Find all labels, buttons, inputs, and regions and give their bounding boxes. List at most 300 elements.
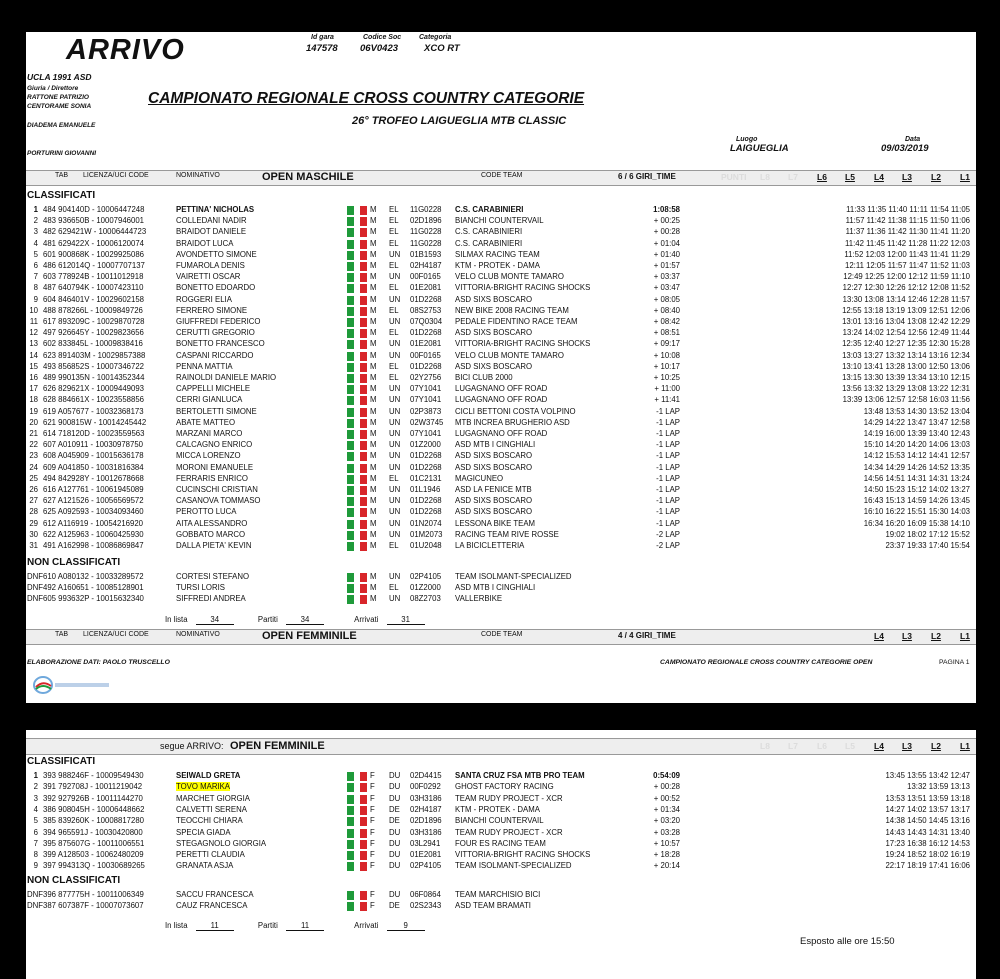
license-code: 486 612014Q - 10007707137 [43,261,145,270]
italy-flag-icon [347,497,367,506]
category: DE [389,901,400,911]
team-code: 03L2941 [410,838,441,848]
license-code: 395 875607G - 10011006551 [43,838,145,848]
lap-header: L4 [874,172,884,182]
partiti-value: 11 [286,921,324,931]
position: 5 [33,249,38,259]
license-code: 605 993632P - 10015632340 [43,594,144,604]
italy-flag-icon [347,464,367,473]
result-row [26,250,976,261]
result-row [26,407,976,418]
team-code: 01E2081 [410,339,442,349]
license-code: 397 994313Q - 10030689265 [43,861,145,871]
team-code: 02W3745 [410,417,444,427]
result-row [26,283,976,294]
finish-time: + 00:28 [653,227,680,237]
lap-splits: 23:37 19:33 17:40 15:54 [885,541,970,550]
lap-splits: 13:01 13:16 13:04 13:08 12:42 12:29 [842,317,970,326]
position: 21 [29,429,38,438]
col-code-team: CODE TEAM [481,631,523,638]
position: 11 [29,317,38,326]
italy-flag-icon [347,475,367,484]
sex: M [370,507,377,517]
license-code: 394 965591J - 10030420800 [43,827,143,837]
lap-splits: 13:53 13:51 13:59 13:18 [885,793,970,803]
section-classificati: CLASSIFICATI [27,190,96,201]
position: DNF [27,583,44,593]
italy-flag-icon [347,595,367,604]
giuria-label: Giuria / Direttore [27,85,79,92]
position: 7 [33,838,38,848]
category: UN [389,249,401,259]
category: DU [389,782,401,792]
italy-flag-icon [347,385,367,394]
position: 6 [33,261,38,270]
lap-splits: 12:55 13:18 13:19 13:09 12:51 12:06 [842,305,970,315]
italy-flag-icon [347,584,367,593]
col-licenza: LICENZA/UCI CODE [83,631,149,638]
team-name: KTM - PROTEK - DAMA [455,804,540,814]
position: 14 [29,350,38,360]
page-title: ARRIVO [66,34,185,66]
result-row [26,839,976,850]
result-row [26,317,976,328]
giri-time-f: 4 / 4 GIRI_TIME [618,631,676,640]
italy-flag-icon [347,318,367,327]
license-code: 612 A116919 - 10054216920 [43,518,144,528]
position: 3 [33,227,38,237]
result-row [26,519,976,530]
official-name-2: PORTURINI GIOVANNI [27,150,97,157]
license-code: 396 877775H - 10011006349 [43,890,144,899]
finish-time: -2 LAP [656,541,680,550]
team-name: SANTA CRUZ FSA MTB PRO TEAM [455,771,585,780]
license-code: 391 792708J - 10011219042 [43,782,143,792]
sex: M [370,518,377,528]
team-code: 01L1946 [410,485,441,494]
license-code: 619 A057677 - 10032368173 [43,406,144,416]
finish-time: + 10:17 [653,361,680,371]
sex: M [370,384,377,394]
sex: M [370,462,377,472]
sex: M [370,227,377,237]
license-code: 481 629422X - 10006120074 [43,238,145,248]
category: UN [389,317,401,326]
lap-splits: 14:29 14:22 13:47 13:47 12:58 [863,417,970,427]
lap-header: L1 [960,172,970,182]
team-code: 07Y1041 [410,429,442,438]
luogo-value: LAIGUEGLIA [730,143,789,154]
team-name: TEAM RUDY PROJECT - XCR [455,793,563,803]
license-code: 497 926645Y - 10029823656 [43,328,144,338]
sex: M [370,485,377,494]
team-code: 02P4105 [410,572,442,581]
results-page-2 [26,730,976,979]
lap-splits: 19:02 18:02 17:12 15:52 [885,529,970,539]
lap-splits: 11:33 11:35 11:40 11:11 11:54 11:05 [846,205,970,214]
team-code: 02D4415 [410,771,442,780]
position: 4 [33,804,38,814]
lap-header: L3 [902,172,912,182]
license-code: 604 846401V - 10029602158 [43,294,145,304]
team-code: 01E2081 [410,850,442,860]
category: DU [389,890,401,899]
category: UN [389,462,401,472]
italy-flag-icon [347,251,367,260]
category: DU [389,838,401,848]
athlete-name: DALLA PIETA' KEVIN [176,541,252,550]
result-row [26,384,976,395]
license-code: 608 A045909 - 10015636178 [43,451,144,461]
sex: M [370,451,377,461]
italy-flag-icon [347,419,367,428]
sex: F [370,861,375,871]
sex: F [370,782,375,792]
lap-splits: 13:30 13:08 13:14 12:46 12:28 11:57 [842,294,970,304]
italy-flag-icon [347,284,367,293]
italy-flag-icon [347,772,367,781]
lap-header: L2 [931,172,941,182]
finish-time: -1 LAP [656,417,680,427]
arrivati-label: Arrivati [354,921,379,930]
sex: M [370,496,377,506]
license-code: 601 900868K - 10029925086 [43,249,145,259]
team-name: LESSONA BIKE TEAM [455,518,536,528]
position: 23 [29,451,38,461]
athlete-name: RAINOLDI DANIELE MARIO [176,373,277,382]
giuria-name-2: CENTORAME SONIA [27,103,92,110]
lap-header: L8 [760,741,770,751]
codice-soc-label: Codice Soc [363,34,402,41]
athlete-name: CORTESI STEFANO [176,572,250,581]
finish-time: + 00:52 [653,793,680,803]
sex: M [370,529,377,539]
sex: M [370,429,377,438]
section-non-classificati: NON CLASSIFICATI [27,875,121,886]
position: 9 [33,861,38,871]
athlete-name: CALCAGNO ENRICO [176,440,253,450]
category: EL [389,328,399,338]
team-code: 06F0864 [410,890,441,899]
team-code: 11G0228 [410,227,442,237]
col-code-team: CODE TEAM [481,172,523,179]
athlete-name: GRANATA ASJA [176,861,234,871]
lap-splits: 11:37 11:36 11:42 11:30 11:41 11:20 [845,227,970,237]
result-row [26,295,976,306]
lap-splits: 13:39 13:06 12:57 12:58 16:03 11:56 [842,395,970,405]
lap-splits: 14:12 15:53 14:12 14:41 12:57 [863,451,970,461]
italy-flag-icon [347,573,367,582]
lap-splits: 13:32 13:59 13:13 [907,782,970,792]
italy-flag-icon [347,352,367,361]
col-licenza: LICENZA/UCI CODE [83,172,149,179]
italy-flag-icon [347,452,367,461]
dnf-row [26,901,976,912]
result-row [26,306,976,317]
finish-time: + 03:20 [653,816,680,826]
position: 16 [29,373,38,382]
summary-femminile [165,921,425,931]
arrivati-label: Arrivati [354,615,379,624]
category: UN [389,294,401,304]
team-name: VITTORIA-BRIGHT RACING SHOCKS [455,339,591,349]
result-row [26,339,976,350]
position: DNF [27,572,44,581]
position: 22 [29,440,38,450]
id-gara-label: Id gara [311,34,334,41]
arrivati-value: 9 [387,921,425,931]
result-row [26,541,976,552]
result-row [26,782,976,793]
id-gara-value: 147578 [306,43,338,54]
athlete-name: CALVETTI SERENA [176,804,247,814]
finish-time: 0:54:09 [653,771,680,780]
category: EL [389,541,399,550]
in-lista-value: 34 [196,615,234,625]
team-code: 02P4105 [410,861,442,871]
result-row [26,861,976,872]
team-name: ASD LA FENICE MTB [455,485,532,494]
license-code: 621 900815W - 10014245442 [43,417,147,427]
finish-time: + 08:51 [653,328,680,338]
category: UN [389,272,401,282]
category: DU [389,793,401,803]
trophy-title: 26° TROFEO LAIGUEGLIA MTB CLASSIC [352,115,567,127]
data-value: 09/03/2019 [881,143,929,154]
athlete-name: TEOCCHI CHIARA [176,816,243,826]
giuria-name-1: RATTONE PATRIZIO [27,94,89,101]
col-tab: TAB [55,631,69,638]
athlete-name: CAPPELLI MICHELE [176,384,251,394]
lap-header: L3 [902,741,912,751]
italy-flag-icon [347,806,367,815]
category: DU [389,827,401,837]
sex: M [370,594,377,604]
sex: M [370,350,377,360]
team-name: ASD SIXS BOSCARO [455,496,533,506]
lap-splits: 13:48 13:53 14:30 13:52 13:04 [863,406,970,416]
finish-time: + 00:25 [653,216,680,226]
sex: M [370,249,377,259]
sex: M [370,473,377,483]
italy-flag-icon [347,891,367,900]
arrivati-value: 31 [387,615,425,625]
italy-flag-icon [347,217,367,226]
team-code: 02D1896 [410,216,442,226]
team-name: VELO CLUB MONTE TAMARO [455,272,564,282]
team-name: ASD SIXS BOSCARO [455,451,533,461]
sex: M [370,395,377,405]
finish-time: + 08:40 [653,305,680,315]
lap-splits: 19:24 18:52 18:02 16:19 [885,850,970,860]
team-name: TEAM ISOLMANT-SPECIALIZED [455,572,572,581]
athlete-name: CAUZ FRANCESCA [176,901,248,911]
category: UN [389,485,401,494]
athlete-name: SACCU FRANCESCA [176,890,254,899]
giri-time-m: 6 / 6 GIRI_TIME [618,172,676,181]
athlete-name: PERETTI CLAUDIA [176,850,245,860]
segue-header-bar [26,738,976,755]
sex: M [370,339,377,349]
team-code: 01D2268 [410,328,442,338]
sex: M [370,305,377,315]
italy-flag-icon [347,829,367,838]
finish-time: + 03:37 [653,272,680,282]
license-code: 399 A128503 - 10062480209 [43,850,144,860]
position: DNF [27,594,44,604]
result-row [26,507,976,518]
team-code: 01M2073 [410,529,443,539]
team-code: 11G0228 [410,205,442,214]
result-row [26,816,976,827]
category: EL [389,583,399,593]
lap-header: L6 [817,172,827,182]
in-lista-label: In lista [165,615,188,624]
license-code: 609 A041850 - 10031816384 [43,462,144,472]
section-classificati: CLASSIFICATI [27,756,96,767]
sex: M [370,417,377,427]
athlete-name: ABATE MATTEO [176,417,236,427]
lap-splits: 13:24 14:02 12:54 12:56 12:49 11:44 [842,328,970,338]
athlete-name: FERRERO SIMONE [176,305,248,315]
result-row [26,463,976,474]
lap-splits: 14:34 14:29 14:26 14:52 13:35 [863,462,970,472]
segue-label: segue ARRIVO: [160,741,224,751]
italy-flag-icon [347,840,367,849]
team-name: VALLERBIKE [455,594,503,604]
position: 17 [29,384,38,394]
result-row [26,351,976,362]
lap-splits: 11:52 12:03 12:00 11:43 11:41 11:29 [844,249,970,259]
italy-flag-icon [347,795,367,804]
italy-flag-icon [347,783,367,792]
license-code: 484 904140D - 10006447248 [43,205,145,214]
finish-time: -1 LAP [656,507,680,517]
category: EL [389,205,399,214]
category: UN [389,496,401,506]
license-code: 491 A162998 - 10086869847 [43,541,144,550]
category: EL [389,473,399,483]
italy-flag-icon [347,206,367,215]
sex: M [370,328,377,338]
category: DE [389,804,400,814]
finish-time: + 11:41 [654,395,680,405]
lap-splits: 13:15 13:30 13:39 13:34 13:10 12:15 [842,373,970,382]
result-row [26,485,976,496]
lap-splits: 13:03 13:27 13:32 13:14 13:16 12:34 [842,350,970,360]
sex: M [370,406,377,416]
finish-time: 1:08:58 [653,205,680,214]
data-label: Data [905,136,921,143]
license-code: 483 936650B - 10007946001 [43,216,145,226]
footer-championship: CAMPIONATO REGIONALE CROSS COUNTRY CATEGORIE OPEN [660,659,873,666]
result-row [26,805,976,816]
position: 8 [33,283,38,293]
team-name: NEW BIKE 2008 RACING TEAM [455,305,569,315]
lap-header: L8 [760,172,770,182]
athlete-name: STEGAGNOLO GIORGIA [176,838,267,848]
col-nominativo: NOMINATIVO [176,172,220,179]
team-name: ASD SIXS BOSCARO [455,361,533,371]
position: 18 [29,395,38,405]
col-punti: PUNTI [721,172,747,182]
team-code: 00F0292 [410,782,441,792]
license-code: 622 A125963 - 10060425930 [43,529,144,539]
italy-flag-icon [347,408,367,417]
position: 1 [33,771,38,780]
team-code: 07Y1041 [410,384,442,394]
finish-time: + 18:28 [653,850,680,860]
italy-flag-icon [347,441,367,450]
col-nominativo: NOMINATIVO [176,631,220,638]
team-code: 01D2268 [410,496,442,506]
license-code: 627 A121526 - 10056569572 [43,496,144,506]
sex: M [370,216,377,226]
finish-time: + 01:57 [653,261,680,270]
license-code: 385 839260K - 10008817280 [43,816,145,826]
finish-time: + 03:28 [653,827,680,837]
license-code: 610 A080132 - 10033289572 [43,572,144,581]
result-row [26,496,976,507]
license-code: 494 842928Y - 10012678668 [43,473,144,483]
lap-splits: 12:49 12:25 12:00 12:12 11:59 11:10 [843,272,970,282]
team-name: MAGICUNEO [455,473,504,483]
italy-flag-icon [347,486,367,495]
partiti-label: Partiti [257,921,278,930]
team-name: GHOST FACTORY RACING [455,782,554,792]
athlete-name: PEROTTO LUCA [176,507,237,517]
category: DU [389,771,401,780]
team-name: LUGAGNANO OFF ROAD [455,384,548,394]
category: EL [389,283,399,293]
team-name: LUGAGNANO OFF ROAD [455,429,548,438]
lap-splits: 15:10 14:20 14:20 14:06 13:03 [863,440,970,450]
team-code: 01Z2000 [410,583,441,593]
athlete-name: FUMAROLA DENIS [176,261,245,270]
position: 25 [29,473,38,483]
partiti-label: Partiti [257,615,278,624]
italy-flag-icon [347,329,367,338]
italy-flag-icon [347,340,367,349]
lap-header: L2 [931,741,941,751]
categoria-label: Categoria [419,34,452,41]
result-row [26,227,976,238]
license-code: 602 833845L - 10009838416 [43,339,143,349]
lap-header: L4 [874,741,884,751]
sex: M [370,361,377,371]
sex: F [370,793,375,803]
italy-flag-icon [347,531,367,540]
footer-elaborazione: ELABORAZIONE DATI: PAOLO TRUSCELLO [27,659,170,666]
sex: M [370,205,377,214]
result-row [26,261,976,272]
finish-time: + 10:08 [653,350,680,360]
sex: F [370,838,375,848]
result-row [26,239,976,250]
lap-header: L5 [845,172,855,182]
category: EL [389,238,399,248]
lap-header: L5 [845,741,855,751]
team-name: C.S. CARABINIERI [455,238,523,248]
in-lista-label: In lista [165,921,188,930]
sex: M [370,317,377,326]
license-code: 487 640794K - 10007423110 [43,283,144,293]
position: 3 [33,793,38,803]
category-open-femminile: OPEN FEMMINILE [262,630,357,642]
footer-page: PAGINA 1 [939,659,970,666]
lap-splits: 14:19 16:00 13:39 13:40 12:43 [863,429,970,438]
sex: F [370,827,375,837]
